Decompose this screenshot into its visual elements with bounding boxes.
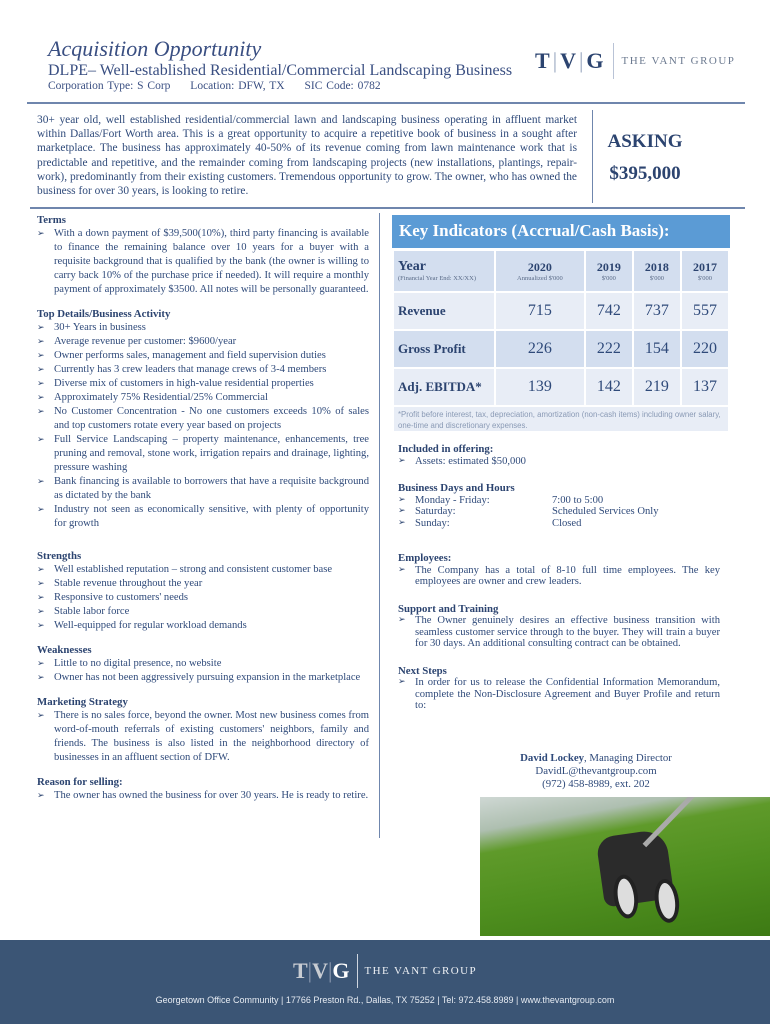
- asking-price: $395,000: [609, 163, 681, 184]
- contact-block: [480, 752, 712, 791]
- weaknesses-section: [37, 643, 369, 685]
- cell: 222: [586, 331, 632, 367]
- footer: [0, 940, 770, 1024]
- table-row-revenue: [394, 293, 728, 329]
- asking-label: ASKING: [607, 131, 683, 152]
- details-section: [37, 307, 369, 531]
- year-sub: $'000: [601, 274, 616, 282]
- list-item: ➢ Approximately 75% Residential/25% Commercial: [37, 391, 369, 405]
- hours-row: [398, 518, 720, 530]
- list-item: ➢ Stable revenue throughout the year: [37, 577, 369, 591]
- list-item: ➢ With a down payment of $39,500(10%), third party financing is available to finance the remaining balance over 10 years for a buyer with a requisite background that is qualified by the bank (the owner is willing to carry back 10% of the purchase price if needed). It will require a monthly payment of approximately $3500. All notes will be personally guaranteed.: [37, 227, 369, 297]
- logo-divider: [613, 43, 614, 79]
- list-item: ➢ Responsive to customers' needs: [37, 591, 369, 605]
- list-item: ➢ Stable labor force: [37, 605, 369, 619]
- hours-row: [398, 506, 720, 518]
- list-item: ➢ Owner performs sales, management and field supervision duties: [37, 349, 369, 363]
- table-row-gross-profit: [394, 331, 728, 367]
- cell: 154: [634, 331, 680, 367]
- bullet-list: [37, 657, 369, 685]
- contact-email[interactable]: DavidL@thevantgroup.com: [535, 765, 657, 777]
- year-2020: 2020: [527, 259, 552, 274]
- list-item: ➢ No Customer Concentration - No one customers exceeds 10% of sales and top customers rotate every year based on projects: [37, 405, 369, 433]
- row-label: Adj. EBITDA*: [394, 369, 494, 405]
- bullet-list: [398, 615, 720, 650]
- cell: 742: [586, 293, 632, 329]
- included-section: [398, 444, 720, 467]
- year-label: Year: [398, 259, 426, 274]
- footer-logo-name: THE VANT GROUP: [364, 965, 478, 977]
- section-title: Employees:: [398, 552, 452, 564]
- section-title: Support and Training: [398, 602, 499, 615]
- cell: 557: [682, 293, 728, 329]
- corp-type: Corporation Type: S Corp: [48, 80, 171, 92]
- page-subtitle: DLPE– Well-established Residential/Commercial Landscaping Business: [48, 62, 513, 79]
- list-item: ➢ Currently has 3 crew leaders that manage crews of 3-4 members: [37, 363, 369, 377]
- cell: 142: [586, 369, 632, 405]
- time: Closed: [552, 517, 582, 529]
- section-title: Next Steps: [398, 664, 447, 677]
- bullet-list: [37, 563, 369, 633]
- bullet-list: [37, 789, 369, 803]
- table-header-row: [394, 251, 728, 291]
- row-label: Revenue: [394, 293, 494, 329]
- section-title: Top Details/Business Activity: [37, 308, 171, 320]
- hours-row: [398, 495, 720, 507]
- key-indicators-title: Key Indicators (Accrual/Cash Basis):: [392, 215, 730, 251]
- intro-paragraph: 30+ year old, well established residential/commercial lawn and landscaping business operating in affluent market within Dallas/Fort Worth area. This is a great opportunity to acquire a repetitive book of business in a sought after marketplace. The business has approximately 40-50% of its revenue coming from lawn maintenance work that is predictable and repetitive, and the remainder coming from landscaping projects (new installations, plantings, repair-work), predominantly from their existing customers. Tremendous opportunity to grow. The owner, who has owned the business for over 30 years, is looking to retire.: [37, 114, 577, 198]
- year-sub: (Financial Year End: XX/XX): [398, 275, 476, 282]
- contact-phone: (972) 458-8989, ext. 202: [542, 778, 650, 790]
- bullet-list: [37, 227, 369, 297]
- row-label: Gross Profit: [394, 331, 494, 367]
- intro-divider: [30, 207, 745, 209]
- bullet-list: [398, 456, 720, 468]
- marketing-section: [37, 695, 369, 765]
- cell: 220: [682, 331, 728, 367]
- asking-box: [595, 126, 695, 190]
- header-divider: [27, 102, 745, 104]
- footer-logo: [0, 956, 770, 986]
- list-item: ➢ In order for us to release the Confidential Information Memorandum, complete the Non-Disclosure Agreement and Buyer Profile and return to:: [398, 677, 720, 712]
- contact-name: David Lockey: [520, 752, 585, 764]
- day: ➢ Sunday:: [415, 517, 450, 529]
- section-title: Terms: [37, 214, 66, 226]
- footer-address: Georgetown Office Community | 17766 Preston Rd., Dallas, TX 75252 | Tel: 972.458.8989 | www.thevantgroup.com: [155, 995, 615, 1005]
- sic-code: SIC Code: 0782: [304, 80, 381, 92]
- list-item: ➢ Little to no digital presence, no website: [37, 657, 369, 671]
- location: Location: DFW, TX: [190, 80, 285, 92]
- bullet-list: [37, 321, 369, 531]
- list-item: ➢ Average revenue per customer: $9600/year: [37, 335, 369, 349]
- list-item: ➢ Well-equipped for regular workload demands: [37, 619, 369, 633]
- year-sub: $'000: [649, 274, 664, 282]
- section-title: Included in offering:: [398, 443, 494, 455]
- list-item: ➢ Well established reputation – strong and consistent customer base: [37, 563, 369, 577]
- time: Scheduled Services Only: [552, 506, 659, 517]
- footer-logo-letters: T|V|G: [292, 958, 350, 983]
- list-item: ➢ Industry not seen as economically sensitive, with plenty of opportunity for growth: [37, 503, 369, 531]
- cell: 219: [634, 369, 680, 405]
- column-divider: [379, 213, 380, 838]
- reason-section: [37, 775, 369, 803]
- cell: 226: [496, 331, 584, 367]
- bullet-list: [398, 677, 720, 712]
- contact-role: , Managing Director: [584, 752, 672, 764]
- list-item: ➢ Full Service Landscaping – property maintenance, enhancements, tree pruning and removal, stone work, irrigation repairs and drainage, lighting, pressure washing: [37, 433, 369, 475]
- list-item: ➢ Owner has not been aggressively pursuing expansion in the marketplace: [37, 671, 369, 685]
- day: ➢ Monday - Friday:: [415, 494, 490, 506]
- tvg-logo: [535, 44, 735, 78]
- list-item: ➢ 30+ Years in business: [37, 321, 369, 335]
- table-row-ebitda: [394, 369, 728, 405]
- bullet-list: [398, 565, 720, 588]
- year-sub: Annualized $'000: [517, 274, 563, 282]
- strengths-section: [37, 549, 369, 633]
- footer-logo-divider: [357, 954, 358, 988]
- lawnmower-image: [595, 828, 674, 907]
- hours-title: Business Days and Hours: [398, 482, 515, 494]
- list-item: ➢ Diverse mix of customers in high-value residential properties: [37, 377, 369, 391]
- employees-section: [398, 553, 720, 588]
- ebitda-footnote: *Profit before interest, tax, depreciation, amortization (non-cash items) including owner salary, one-time and discretionary expenses.: [394, 407, 728, 431]
- left-column: [37, 213, 369, 813]
- list-item: ➢ Assets: estimated $50,000: [398, 456, 720, 468]
- key-indicators-table: [392, 249, 730, 407]
- terms-section: [37, 213, 369, 297]
- lawnmower-photo: [480, 797, 770, 936]
- cell: 737: [634, 293, 680, 329]
- year-2017: 2017: [692, 259, 717, 274]
- section-title: Reason for selling:: [37, 776, 123, 788]
- day: ➢ Saturday:: [415, 506, 456, 517]
- right-column: [398, 444, 720, 728]
- support-section: [398, 604, 720, 650]
- year-2019: 2019: [596, 259, 621, 274]
- list-item: ➢ Bank financing is available to borrowers that have a requisite background as dictated by the bank: [37, 475, 369, 503]
- section-title: Strengths: [37, 550, 82, 562]
- list-item: ➢ The Company has a total of 8-10 full time employees. The key employees are owner and crew leaders.: [398, 565, 720, 588]
- asking-divider: [592, 110, 593, 203]
- page-title: Acquisition Opportunity: [48, 36, 262, 61]
- logo-name: THE VANT GROUP: [621, 55, 736, 67]
- list-item: ➢ The Owner genuinely desires an effective business transition with seamless customer service through to the buyer. They will train a buyer for 30 days. An additional consulting contract can be obtained.: [398, 615, 720, 650]
- key-indicators: [392, 215, 730, 431]
- hours-list: [398, 495, 720, 530]
- section-title: Marketing Strategy: [37, 696, 128, 708]
- cell: 137: [682, 369, 728, 405]
- next-steps-section: [398, 666, 720, 712]
- bullet-list: [37, 709, 369, 765]
- cell: 715: [496, 293, 584, 329]
- year-2018: 2018: [644, 259, 669, 274]
- logo-letters: T|V|G: [535, 48, 605, 73]
- list-item: ➢ There is no sales force, beyond the owner. Most new business comes from word-of-mouth referrals of existing customers' neighbors, family and friends. The business is also listed in the neighborhood directory of businesses in an affluent section of DFW.: [37, 709, 369, 765]
- hours-section: [398, 483, 720, 529]
- year-sub: $'000: [697, 274, 713, 282]
- cell: 139: [496, 369, 584, 405]
- list-item: ➢ The owner has owned the business for over 30 years. He is ready to retire.: [37, 789, 369, 803]
- business-meta: [48, 80, 397, 92]
- time: 7:00 to 5:00: [552, 494, 604, 506]
- section-title: Weaknesses: [37, 644, 92, 656]
